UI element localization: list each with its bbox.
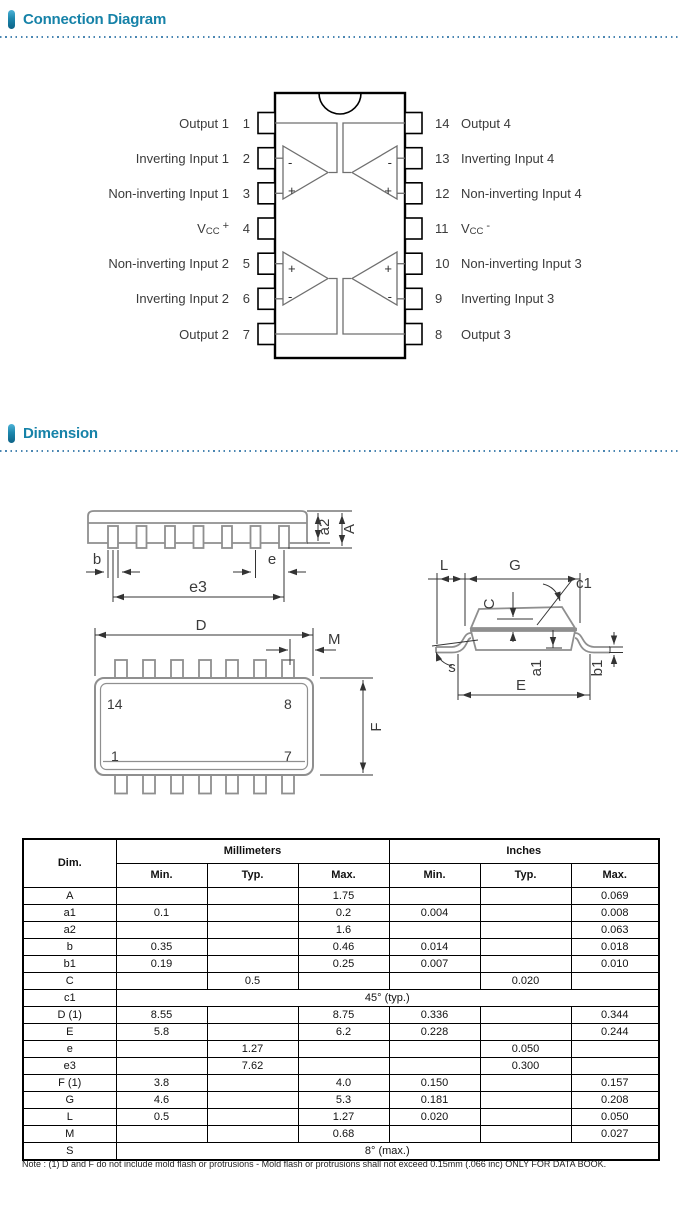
value-cell: 0.1 bbox=[116, 905, 207, 922]
pin-label: Non-inverting Input 2 bbox=[108, 256, 229, 272]
value-cell: 0.150 bbox=[389, 1075, 480, 1092]
table-row bbox=[23, 1109, 659, 1126]
dim-cell: C bbox=[23, 973, 116, 990]
value-cell bbox=[207, 1024, 298, 1041]
value-cell: 0.004 bbox=[389, 905, 480, 922]
pin-number: 6 bbox=[242, 291, 250, 307]
header-in-typ: Typ. bbox=[480, 864, 571, 888]
pin-number: 5 bbox=[242, 256, 250, 272]
pin-number: 12 bbox=[435, 185, 450, 201]
value-cell bbox=[207, 1109, 298, 1126]
value-cell bbox=[571, 1041, 659, 1058]
value-cell: 0.007 bbox=[389, 956, 480, 973]
table-row bbox=[23, 922, 659, 939]
value-cell bbox=[389, 1041, 480, 1058]
header-inches: Inches bbox=[389, 839, 659, 864]
pin-diagram bbox=[0, 75, 680, 380]
minus-sign: - bbox=[288, 155, 293, 170]
pin-number: 2 bbox=[242, 150, 250, 166]
pin-boxes-right bbox=[405, 113, 422, 345]
value-cell: 0.208 bbox=[571, 1092, 659, 1109]
value-cell bbox=[480, 1024, 571, 1041]
plus-sign: + bbox=[288, 183, 296, 198]
pin-row bbox=[435, 220, 490, 238]
value-cell: 8.55 bbox=[116, 1007, 207, 1024]
pin-number: 4 bbox=[242, 221, 250, 236]
dim-label-c1: c1 bbox=[576, 575, 592, 592]
table-row bbox=[23, 888, 659, 905]
dim-cell: M bbox=[23, 1126, 116, 1143]
dim-label-e3: e3 bbox=[189, 579, 207, 596]
value-cell: 5.3 bbox=[298, 1092, 389, 1109]
value-cell bbox=[389, 888, 480, 905]
value-cell: 0.020 bbox=[480, 973, 571, 990]
pin-label: Output 1 bbox=[179, 115, 229, 131]
value-cell: 4.6 bbox=[116, 1092, 207, 1109]
dim-cell: b1 bbox=[23, 956, 116, 973]
pin-number: 7 bbox=[242, 326, 250, 342]
pin-label: Inverting Input 1 bbox=[135, 150, 229, 166]
value-cell: 0.181 bbox=[389, 1092, 480, 1109]
package-body-end bbox=[471, 631, 575, 650]
value-cell: 0.050 bbox=[480, 1041, 571, 1058]
dim-label-D: D bbox=[195, 617, 207, 634]
table-row bbox=[23, 973, 659, 990]
pin-row bbox=[197, 220, 250, 238]
pin-number: 11 bbox=[435, 221, 449, 236]
pin-number: 13 bbox=[435, 150, 450, 166]
header-mm-min: Min. bbox=[116, 864, 207, 888]
pin-label-sign: + bbox=[222, 220, 229, 232]
value-cell: 0.228 bbox=[389, 1024, 480, 1041]
table-footnote: Note : (1) D and F do not include mold flash or protrusions - Mold flash or protrusions shall not exceed 0.15mm (.066 inc) ONLY FOR DATA BOOK. bbox=[22, 1159, 607, 1169]
value-cell: 0.050 bbox=[571, 1109, 659, 1126]
value-cell: 0.244 bbox=[571, 1024, 659, 1041]
pin-label-subscript: CC bbox=[469, 226, 484, 237]
dim-cell: L bbox=[23, 1109, 116, 1126]
header-mm-max: Max. bbox=[298, 864, 389, 888]
value-cell bbox=[207, 956, 298, 973]
value-cell bbox=[571, 1058, 659, 1075]
dim-label-C: C bbox=[481, 598, 498, 610]
value-cell: 0.35 bbox=[116, 939, 207, 956]
value-cell bbox=[298, 1058, 389, 1075]
dim-cell: F (1) bbox=[23, 1075, 116, 1092]
dim-cell: c1 bbox=[23, 990, 116, 1007]
pin-row bbox=[179, 325, 250, 343]
ic-pinout-drawing bbox=[0, 75, 680, 380]
value-cell bbox=[480, 1007, 571, 1024]
dim-table-body bbox=[23, 888, 659, 1161]
minus-sign: - bbox=[387, 289, 392, 304]
dim-cell: e bbox=[23, 1041, 116, 1058]
value-cell: 0.027 bbox=[571, 1126, 659, 1143]
table-row bbox=[23, 1007, 659, 1024]
dim-cell: S bbox=[23, 1143, 116, 1161]
value-cell bbox=[389, 1126, 480, 1143]
value-cell: 6.2 bbox=[298, 1024, 389, 1041]
span-value-cell: 45° (typ.) bbox=[116, 990, 659, 1007]
section-bar-icon bbox=[8, 10, 15, 29]
dim-label-A: A bbox=[341, 523, 358, 535]
pin-number: 9 bbox=[435, 291, 443, 307]
dim-label-L: L bbox=[439, 557, 449, 574]
dim-label-a2: a2 bbox=[316, 518, 333, 536]
value-cell bbox=[480, 905, 571, 922]
table-row bbox=[23, 1041, 659, 1058]
plus-sign: + bbox=[288, 261, 296, 276]
value-cell bbox=[298, 1041, 389, 1058]
table-row bbox=[23, 1126, 659, 1143]
pin-label-subscript: CC bbox=[205, 226, 220, 237]
dim-cell: e3 bbox=[23, 1058, 116, 1075]
table-row bbox=[23, 1024, 659, 1041]
value-cell bbox=[480, 888, 571, 905]
pin-label-sign: - bbox=[486, 220, 491, 232]
value-cell: 3.8 bbox=[116, 1075, 207, 1092]
minus-sign: - bbox=[288, 289, 293, 304]
pin-number: 3 bbox=[242, 185, 250, 201]
pin-row bbox=[435, 114, 511, 132]
header-millimeters: Millimeters bbox=[116, 839, 389, 864]
value-cell bbox=[480, 1092, 571, 1109]
value-cell: 0.25 bbox=[298, 956, 389, 973]
side-view bbox=[86, 511, 358, 602]
pin-row bbox=[435, 184, 582, 202]
dim-label-b1: b1 bbox=[589, 659, 606, 677]
pin-row bbox=[435, 149, 554, 167]
value-cell bbox=[207, 1075, 298, 1092]
value-cell bbox=[480, 939, 571, 956]
value-cell bbox=[480, 922, 571, 939]
pin-label: Inverting Input 2 bbox=[135, 291, 229, 307]
pin-label: Inverting Input 4 bbox=[461, 150, 555, 166]
value-cell: 0.063 bbox=[571, 922, 659, 939]
dimensions-table bbox=[22, 838, 660, 1161]
dimension-section-header bbox=[8, 424, 98, 443]
value-cell: 0.010 bbox=[571, 956, 659, 973]
value-cell: 0.344 bbox=[571, 1007, 659, 1024]
dim-label-s: s bbox=[448, 659, 456, 676]
value-cell: 0.020 bbox=[389, 1109, 480, 1126]
pin-row bbox=[136, 149, 250, 167]
table-row bbox=[23, 990, 659, 1007]
pin-number: 1 bbox=[242, 115, 250, 131]
value-cell: 1.27 bbox=[298, 1109, 389, 1126]
dim-cell: D (1) bbox=[23, 1007, 116, 1024]
value-cell: 0.300 bbox=[480, 1058, 571, 1075]
minus-sign: - bbox=[387, 155, 392, 170]
value-cell: 1.27 bbox=[207, 1041, 298, 1058]
value-cell bbox=[207, 888, 298, 905]
pin-label: Non-inverting Input 1 bbox=[108, 185, 229, 201]
value-cell: 8.75 bbox=[298, 1007, 389, 1024]
dim-label-F: F bbox=[368, 722, 385, 732]
span-value-cell: 8° (max.) bbox=[116, 1143, 659, 1161]
value-cell: 7.62 bbox=[207, 1058, 298, 1075]
plus-sign: + bbox=[384, 183, 392, 198]
dim-cell: a1 bbox=[23, 905, 116, 922]
value-cell: 1.6 bbox=[298, 922, 389, 939]
value-cell: 0.069 bbox=[571, 888, 659, 905]
value-cell: 0.014 bbox=[389, 939, 480, 956]
dim-label-a1: a1 bbox=[528, 659, 545, 677]
dim-label-M: M bbox=[328, 631, 341, 648]
package-dimension-drawings bbox=[0, 480, 680, 825]
section-title: Dimension bbox=[23, 425, 98, 442]
end-view bbox=[428, 557, 623, 700]
pin-label: VCC - bbox=[461, 220, 491, 237]
dim-cell: a2 bbox=[23, 922, 116, 939]
pin-label: Output 2 bbox=[179, 326, 229, 342]
value-cell: 0.336 bbox=[389, 1007, 480, 1024]
value-cell bbox=[480, 1126, 571, 1143]
corner-pin-14: 14 bbox=[107, 696, 123, 712]
pin-row bbox=[108, 255, 250, 273]
value-cell bbox=[571, 973, 659, 990]
section-bar-icon bbox=[8, 424, 15, 443]
value-cell: 0.2 bbox=[298, 905, 389, 922]
dim-label-G: G bbox=[509, 557, 521, 574]
connection-section-header bbox=[8, 10, 166, 29]
value-cell: 0.68 bbox=[298, 1126, 389, 1143]
pin-number: 10 bbox=[435, 256, 450, 272]
pin-label: Non-inverting Input 3 bbox=[461, 256, 582, 272]
section-title: Connection Diagram bbox=[23, 11, 167, 28]
pin-number: 8 bbox=[435, 326, 443, 342]
table-row bbox=[23, 956, 659, 973]
value-cell bbox=[389, 973, 480, 990]
value-cell bbox=[116, 1058, 207, 1075]
top-view bbox=[95, 617, 385, 794]
value-cell bbox=[207, 1126, 298, 1143]
table-row bbox=[23, 905, 659, 922]
value-cell bbox=[207, 939, 298, 956]
corner-pin-8: 8 bbox=[284, 696, 292, 712]
value-cell: 0.19 bbox=[116, 956, 207, 973]
value-cell bbox=[116, 973, 207, 990]
header-mm-typ: Typ. bbox=[207, 864, 298, 888]
pin-label: Output 4 bbox=[461, 115, 511, 131]
value-cell bbox=[207, 1007, 298, 1024]
dim-label-e: e bbox=[267, 551, 277, 568]
pin-number: 14 bbox=[435, 115, 450, 131]
value-cell bbox=[116, 922, 207, 939]
pin-boxes-left bbox=[258, 113, 275, 345]
dotted-divider bbox=[0, 36, 680, 38]
pin-label: VCC + bbox=[197, 220, 229, 237]
value-cell: 0.5 bbox=[207, 973, 298, 990]
pin-row bbox=[136, 290, 250, 308]
value-cell bbox=[207, 922, 298, 939]
header-in-min: Min. bbox=[389, 864, 480, 888]
table-row bbox=[23, 1075, 659, 1092]
value-cell: 0.157 bbox=[571, 1075, 659, 1092]
value-cell: 0.46 bbox=[298, 939, 389, 956]
value-cell bbox=[116, 1041, 207, 1058]
pin-row bbox=[435, 290, 554, 308]
value-cell: 0.008 bbox=[571, 905, 659, 922]
table-row bbox=[23, 1092, 659, 1109]
table-row bbox=[23, 1058, 659, 1075]
value-cell bbox=[298, 973, 389, 990]
dim-cell: E bbox=[23, 1024, 116, 1041]
value-cell: 0.5 bbox=[116, 1109, 207, 1126]
pin-row bbox=[435, 255, 582, 273]
dotted-divider bbox=[0, 450, 680, 452]
pin-row bbox=[108, 184, 250, 202]
dim-cell: b bbox=[23, 939, 116, 956]
plus-sign: + bbox=[384, 261, 392, 276]
value-cell bbox=[480, 1075, 571, 1092]
header-in-max: Max. bbox=[571, 864, 659, 888]
pin-label: Non-inverting Input 4 bbox=[461, 185, 582, 201]
pin-row bbox=[435, 325, 511, 343]
pin-label: Output 3 bbox=[461, 326, 511, 342]
value-cell bbox=[389, 1058, 480, 1075]
value-cell: 0.018 bbox=[571, 939, 659, 956]
dim-label-b: b bbox=[92, 551, 102, 568]
value-cell bbox=[480, 1109, 571, 1126]
header-dim: Dim. bbox=[23, 839, 116, 888]
ic-body bbox=[275, 93, 405, 358]
dim-label-E: E bbox=[515, 677, 527, 694]
table-header bbox=[23, 839, 659, 888]
value-cell: 5.8 bbox=[116, 1024, 207, 1041]
value-cell bbox=[207, 1092, 298, 1109]
pin-row bbox=[179, 114, 250, 132]
corner-pin-7: 7 bbox=[284, 748, 292, 764]
value-cell bbox=[116, 1126, 207, 1143]
value-cell: 1.75 bbox=[298, 888, 389, 905]
value-cell bbox=[389, 922, 480, 939]
table-row bbox=[23, 939, 659, 956]
value-cell bbox=[207, 905, 298, 922]
value-cell: 4.0 bbox=[298, 1075, 389, 1092]
table-row bbox=[23, 1143, 659, 1161]
dim-cell: A bbox=[23, 888, 116, 905]
pin-label: Inverting Input 3 bbox=[461, 291, 555, 307]
value-cell bbox=[480, 956, 571, 973]
dim-cell: G bbox=[23, 1092, 116, 1109]
value-cell bbox=[116, 888, 207, 905]
corner-pin-1: 1 bbox=[111, 748, 119, 764]
